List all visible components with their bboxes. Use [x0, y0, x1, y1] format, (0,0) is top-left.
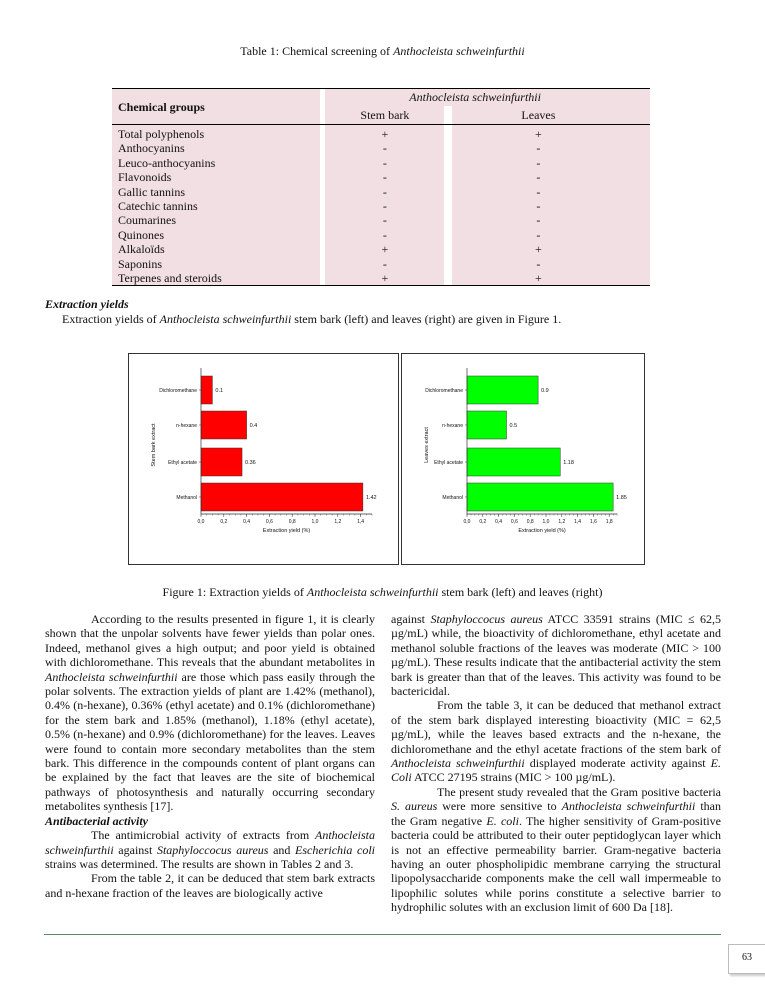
table-row — [112, 271, 650, 286]
table-row — [112, 141, 650, 155]
stem-bark-chart-svg — [129, 354, 398, 564]
stem-bark-result: + — [325, 271, 444, 286]
figure-caption: Figure 1: Extraction yields of Anthocleista schweinfurthii stem bark (left) and leaves (right) — [162, 585, 603, 599]
chart-x-tick-label: 0,4 — [495, 519, 503, 525]
table-row — [112, 242, 650, 256]
chart-x-axis-label: Extraction yield (%) — [262, 528, 311, 534]
chart-value-label: 1.18 — [563, 460, 574, 466]
leaves-result: - — [536, 227, 541, 242]
chemical-group-name: Alkaloïds — [118, 242, 165, 257]
chart-x-tick-label: 1,2 — [558, 519, 566, 525]
chart-x-tick-label: 0,2 — [220, 519, 228, 525]
table-row — [112, 228, 650, 242]
table-row — [112, 213, 650, 227]
chemical-group-name: Terpenes and steroids — [112, 271, 320, 286]
table-row — [112, 185, 650, 199]
table-row — [112, 199, 650, 213]
chart-bar — [201, 448, 242, 476]
table-row — [112, 125, 650, 142]
leaves-result: + — [535, 242, 542, 257]
chemical-group-name: Catechic tannins — [118, 199, 198, 214]
left-paragraph-1: According to the results presented in figure 1, it is clearly shown that the unpolar solvents have fewer yields than polar ones. Indeed, methanol gives a high output; and poor yield is obtained with dichloromethane. This reveals that the abundant metabolites in Anthocleista schweinfurthii are those which pass easily through the polar solvents. The extraction yields of plant are 1.42% (methanol), 0.4% (n-hexane), 0.36% (ethyl acetate) and 0.1% (dichloromethane) for the stem bark and 1.85% (methanol), 1.18% (ethyl acetate), 0.5% (n-hexane) and 0.9% (dichloromethane) for the leaves. Leaves were found to contain more secondary metabolites than the stem bark. This difference in the compounds content of plant organs can be explained by the fact that leaves are the site of biochemical pathways of photosynthesis and naturally occurring secondary metabolites synthesis [17]. — [45, 612, 375, 814]
table-header-chemical-groups: Chemical groups — [112, 98, 320, 117]
antibacterial-heading: Antibacterial activity — [45, 813, 148, 828]
stem-bark-result: - — [382, 141, 387, 156]
chart-value-label: 0.4 — [249, 423, 258, 429]
right-column — [391, 612, 721, 915]
chart-bar — [201, 376, 212, 404]
chart-x-tick-label: 1,6 — [589, 519, 597, 525]
page-number: 63 — [728, 944, 765, 974]
chemical-group-name: Coumarines — [118, 213, 176, 228]
chemical-group-name: Leuco-anthocyanins — [118, 155, 216, 170]
chart-category-label: Dichloromethane — [425, 388, 463, 394]
leaves-result: - — [536, 170, 541, 185]
chart-category-label: n-hexane — [442, 423, 463, 429]
chart-bar — [467, 411, 507, 439]
table-header-group: Anthocleista schweinfurthii — [325, 89, 625, 107]
table-header-stem-bark: Stem bark — [325, 106, 444, 125]
chart-bar — [201, 483, 363, 511]
chart-y-axis-label: Stem bark extract — [151, 423, 157, 467]
chart-value-label: 0.1 — [215, 388, 224, 394]
chart-x-tick-label: 0,8 — [526, 519, 534, 525]
chart-value-label: 0.5 — [509, 423, 518, 429]
table-header-row-2 — [112, 106, 650, 125]
chart-value-label: 1.85 — [616, 495, 627, 501]
chemical-screening-table — [112, 88, 650, 286]
chart-x-tick-label: 0,4 — [243, 519, 251, 525]
chemical-group-name: Total polyphenols — [118, 127, 205, 141]
leaves-chart-svg — [402, 354, 644, 564]
chart-bar — [467, 483, 613, 511]
chart-category-label: Methanol — [442, 495, 463, 501]
chemical-group-name: Quinones — [118, 227, 164, 242]
chart-category-label: Ethyl acetate — [168, 460, 197, 466]
stem-bark-result: - — [382, 227, 387, 242]
left-paragraph-3: From the table 2, it can be deduced that stem bark extracts and n-hexane fraction of the leaves are biologically active — [45, 871, 375, 900]
table-caption-prefix: Table 1: Chemical screening of — [240, 44, 394, 58]
chart-x-tick-label: 0,6 — [510, 519, 518, 525]
chemical-group-name: Saponins — [118, 256, 163, 271]
chart-bar — [467, 376, 538, 404]
left-paragraph-2: The antimicrobial activity of extracts from Anthocleista schweinfurthii against Staphyloccocus aureus and Escherichia coli strains was determined. The results are shown in Tables 2 and 3. — [45, 828, 375, 871]
stem-bark-result: + — [381, 242, 389, 257]
table-caption — [0, 44, 765, 59]
chart-x-tick-label: 0,0 — [463, 519, 471, 525]
table-row — [112, 156, 650, 170]
right-paragraph-1: against Staphyloccocus aureus ATCC 33591 strains (MIC ≤ 62,5 µg/mL) while, the bioactivity of dichloromethane, ethyl acetate and methanol soluble fractions of the leaves was moderate (MIC > 100 µg/mL). These results indicate that the antibacterial activity the stem bark is greater than that of the leaves. This activity was found to be bactericidal. — [391, 612, 721, 699]
chemical-group-name: Gallic tannins — [118, 184, 185, 199]
chart-x-tick-label: 0,8 — [288, 519, 296, 525]
chart-x-tick-label: 1,0 — [311, 519, 319, 525]
stem-bark-result: - — [382, 256, 387, 271]
chart-x-tick-label: 1,4 — [574, 519, 582, 525]
chemical-group-name: Flavonoids — [118, 170, 172, 185]
chart-bar — [201, 411, 247, 439]
chemical-group-name: Anthocyanins — [118, 141, 185, 156]
chart-x-axis-label: Extraction yield (%) — [518, 528, 566, 534]
leaves-result: - — [536, 155, 541, 170]
stem-bark-result: - — [382, 170, 387, 185]
table-body — [112, 125, 650, 286]
stem-bark-result: - — [382, 213, 387, 228]
table-caption-species: Anthocleista schweinfurthii — [393, 44, 525, 58]
table-row — [112, 170, 650, 184]
table-header-leaves: Leaves — [452, 106, 625, 125]
chart-y-axis-label: Leaves extract — [424, 427, 430, 463]
chart-category-label: Ethyl acetate — [434, 460, 463, 466]
extraction-heading: Extraction yields — [45, 297, 129, 311]
chart-x-tick-label: 1,0 — [542, 519, 550, 525]
stem-bark-result: - — [382, 155, 387, 170]
right-paragraph-2: From the table 3, it can be deduced that methanol extract of the stem bark displayed interesting bioactivity (MIC = 62,5 µg/mL), while the leaves based extracts and the n-hexane, the dichloromethane and the ethyl acetate fractions of the stem bark of Anthocleista schweinfurthii displayed moderate activity against E. Coli ATCC 27195 strains (MIC > 100 µg/mL). — [391, 698, 721, 785]
right-paragraph-3: The present study revealed that the Gram positive bacteria S. aureus were more sensitive to Anthocleista schweinfurthii than the Gram negative E. coli. The higher sensitivity of Gram-positive bacteria could be attributed to their outer peptidoglycan layer which is not an effective permeability barrier. Gram-negative bacteria having an outer phospholipidic membrane carrying the structural lipopolysaccharide components make the cell wall impermeable to lipophilic solutes while porins constitute a selective barrier to hydrophilic solutes with an exclusion limit of 600 Da [18]. — [391, 784, 721, 915]
chart-x-tick-label: 1,4 — [357, 519, 365, 525]
chart-category-label: Dichloromethane — [159, 388, 197, 394]
leaves-result: - — [536, 199, 541, 214]
stem-bark-result: - — [382, 199, 387, 214]
chart-bar — [467, 448, 560, 476]
chart-x-tick-label: 0,6 — [265, 519, 273, 525]
chart-value-label: 1.42 — [365, 495, 377, 501]
table-row — [112, 257, 650, 271]
leaves-result: - — [536, 184, 541, 199]
leaves-result: + — [535, 127, 542, 141]
leaves-chart — [401, 353, 645, 565]
leaves-result: - — [536, 213, 541, 228]
leaves-result: - — [536, 141, 541, 156]
extraction-sentence: Extraction yields of Anthocleista schweinfurthii stem bark (left) and leaves (right) are given in Figure 1. — [62, 312, 562, 326]
stem-bark-result: + — [381, 127, 389, 141]
leaves-result: + — [452, 271, 625, 286]
chart-x-tick-label: 1,8 — [605, 519, 613, 525]
chart-category-label: n-hexane — [176, 423, 197, 429]
chart-value-label: 0.9 — [541, 388, 549, 394]
chart-x-tick-label: 0,0 — [197, 519, 205, 525]
leaves-result: - — [536, 256, 541, 271]
chart-x-tick-label: 1,2 — [334, 519, 342, 525]
chart-value-label: 0.36 — [245, 460, 256, 466]
chart-x-tick-label: 0,2 — [479, 519, 487, 525]
chart-category-label: Methanol — [176, 495, 197, 501]
stem-bark-chart — [128, 353, 399, 565]
left-column — [45, 612, 375, 900]
stem-bark-result: - — [382, 184, 387, 199]
footer-rule — [44, 934, 721, 935]
